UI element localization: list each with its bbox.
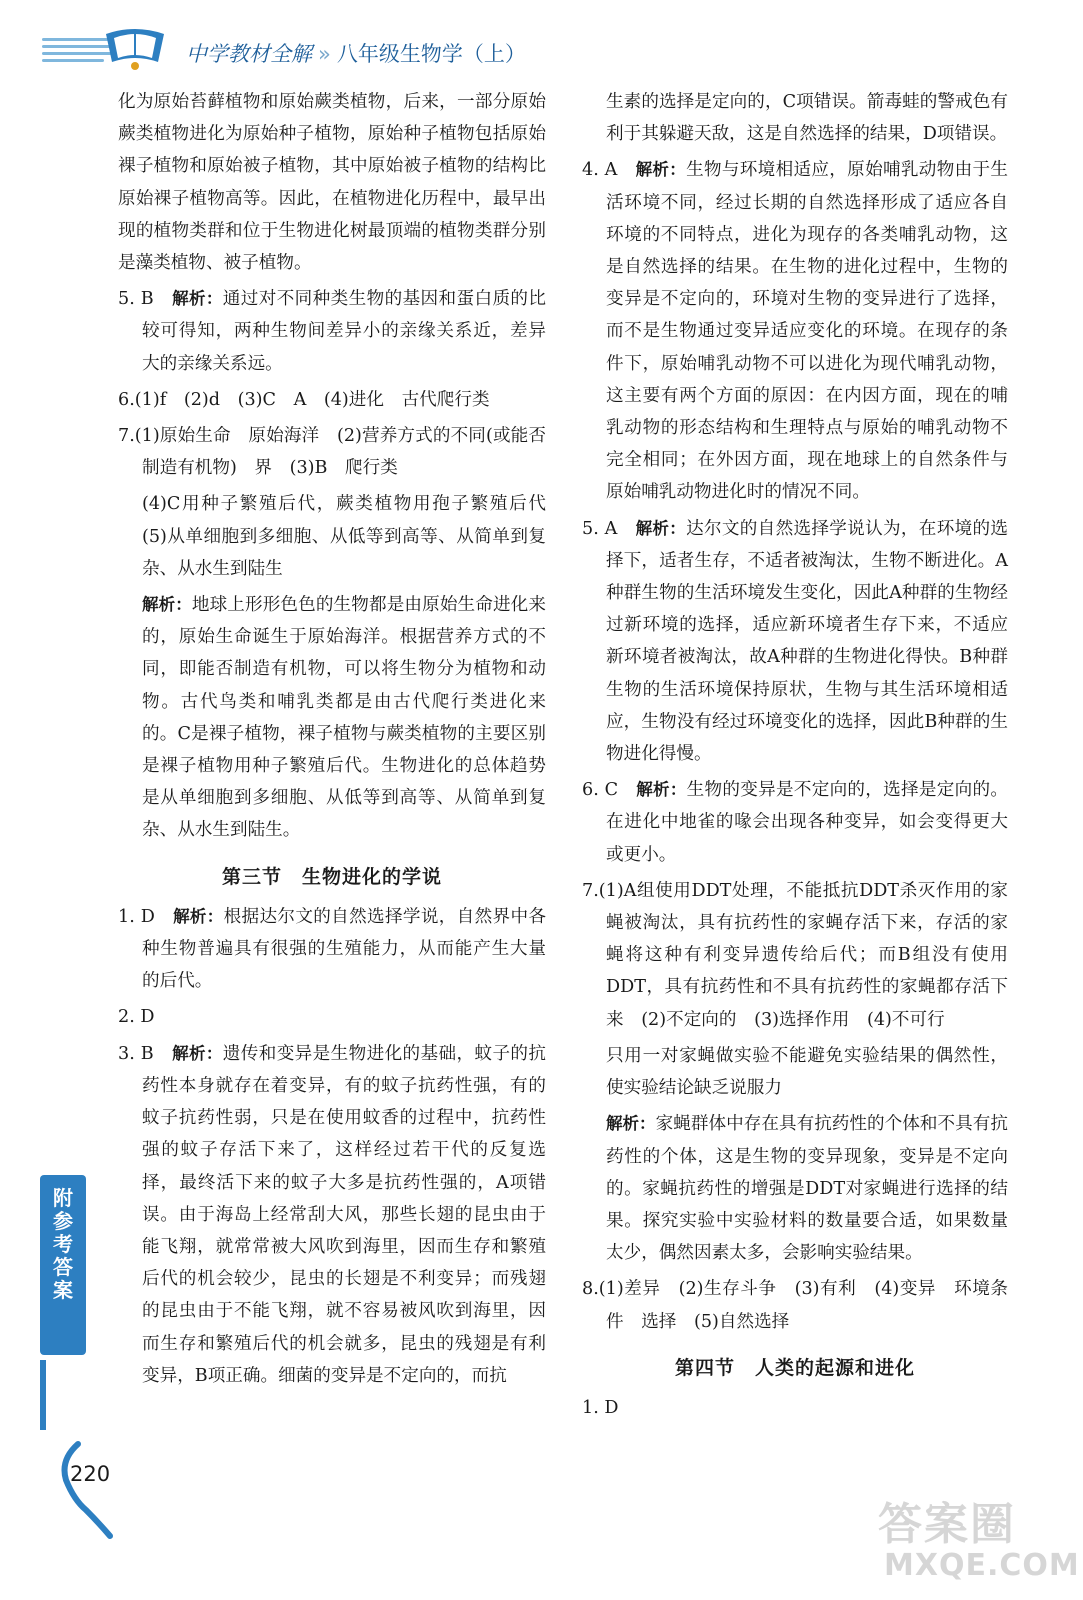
header-separator: » (318, 42, 331, 66)
section-title-3: 第三节 生物进化的学说 (221, 865, 442, 888)
section-title-4: 第四节 人类的起源和进化 (674, 1356, 915, 1379)
answer-item-8 (582, 1273, 1008, 1337)
analysis-text: 通过对不同种类生物的基因和蛋白质的比较可得知，两种生物间差异小的亲缘关系近，差异大的亲缘关系远。 (142, 289, 546, 374)
answer-number: 1. D (582, 1397, 619, 1418)
answer-item-5 (118, 283, 546, 380)
answer-number: 5. B (118, 289, 154, 310)
answer-number: 6. C (582, 780, 619, 801)
continuation-text: 化为原始苔藓植物和原始蕨类植物，后来，一部分原始蕨类植物进化为原始种子植物，原始种子植物包括原始裸子植物和原始被子植物，其中原始被子植物的结构比原始裸子植物高等。因此，在植物进化历程中，最早出现的植物类群和位于生物进化树最顶端的植物类群分别是藻类植物、被子植物。 (118, 92, 546, 274)
answer-number: 2. D (118, 1007, 155, 1028)
analysis-text: 遗传和变异是生物进化的基础，蚊子的抗药性本身就存在着变异，有的蚊子抗药性强，有的蚊子抗药性弱，只是在使用蚊香的过程中，抗药性强的蚊子存活下来了，这样经过若干代的反复选择，最终活下来的蚊子大多是抗药性强的，A项错误。由于海岛上经常刮大风，那些长翅的昆虫由于能飞翔，就常常被大风吹到海里，因而生存和繁殖后代的机会较少，昆虫的长翅是不利变异；而残翅的昆虫由于不能飞翔，就不容易被风吹到海里，因而生存和繁殖后代的机会就多，昆虫的残翅是有利变异，B项正确。细菌的变异是不定向的，而抗 (142, 1043, 546, 1386)
answer-number: 1. D (118, 906, 155, 927)
answer-item-6 (118, 384, 546, 416)
answer-text: (1)原始生命 原始海洋 (2)营养方式的不同(或能否制造有机物) 界 (3)B 爬行类 (134, 426, 546, 479)
answer-item-4 (582, 154, 1008, 508)
watermark-text: 答案圈 (878, 1499, 1016, 1550)
analysis-label: 解析： (635, 160, 687, 180)
subject-title: 八年级生物学（上） (336, 42, 526, 66)
right-column (582, 86, 1008, 1428)
s3-answer-item-1 (118, 901, 546, 998)
book-title: 中学教材全解 (186, 42, 312, 66)
answer-number: 4. A (582, 160, 618, 181)
s4-answer-item-1 (582, 1392, 1008, 1424)
header-title (186, 38, 526, 68)
answer-number: 5. A (582, 518, 618, 539)
watermark-url: MXQE.COM (884, 1548, 1080, 1583)
answer-number: 7. (582, 880, 599, 901)
continuation-text: 生素的选择是定向的，C项错误。箭毒蛙的警戒色有利于其躲避天敌，这是自然选择的结果，D项错误。 (606, 92, 1008, 145)
answer-item-6 (582, 774, 1008, 871)
answer-item-7 (582, 875, 1008, 1036)
s3-answer-item-2 (118, 1001, 546, 1033)
book-logo-icon (100, 22, 170, 74)
answer-number: 7. (118, 426, 135, 447)
answer-item-7-continued: 只用一对家蝇做实验不能避免实验结果的偶然性，使实验结论缺乏说服力 (606, 1045, 1008, 1099)
side-tab-label: 附参考答案 (53, 1186, 73, 1302)
appendix-side-tab (40, 1175, 86, 1355)
answer-item-7-analysis (582, 1108, 1008, 1269)
s3-answer-item-3 (118, 1038, 546, 1392)
analysis-text: 家蝇群体中存在具有抗药性的个体和不具有抗药性的个体，这是生物的变异现象，变异是不定向的。家蝇抗药性的增强是DDT对家蝇进行选择的结果。探究实验中实验材料的数量要合适，如果数量太少，偶然因素太多，会影响实验结果。 (606, 1114, 1008, 1264)
analysis-label: 解析： (172, 1043, 223, 1063)
answer-text: (1)差异 (2)生存斗争 (3)有利 (4)变异 环境条件 选择 (5)自然选择 (598, 1279, 1008, 1332)
analysis-text: 生物与环境相适应，原始哺乳动物由于生活环境不同，经过长期的自然选择形成了适应各自环境的不同特点，进化为现存的各类哺乳动物，这是自然选择的结果。在生物的进化过程中，生物的变异是不定向的，环境对生物的变异进行了选择，而不是生物通过变异适应变化的环境。在现存的条件下，原始哺乳动物不可以进化为现代哺乳动物，这主要有两个方面的原因：在内因方面，现在的哺乳动物的形态结构和生理特点与原始的哺乳动物不完全相同；在外因方面，现在地球上的自然条件与原始哺乳动物进化时的情况不同。 (606, 160, 1008, 503)
answer-item-5 (582, 513, 1008, 771)
answer-item-7-analysis (118, 589, 546, 847)
answer-item-7 (118, 420, 546, 484)
answer-number: 3. B (118, 1043, 154, 1064)
analysis-text: 生物的变异是不定向的，选择是定向的。在进化中地雀的喙会出现各种变异，如会变得更大或更小。 (606, 780, 1008, 865)
page-number: 220 (70, 1462, 111, 1486)
answer-number: 8. (582, 1279, 599, 1300)
analysis-label: 解析： (606, 1114, 656, 1134)
analysis-label: 解析： (636, 780, 687, 800)
left-column (118, 86, 564, 1396)
answer-text: (1)f (2)d (3)C A (4)进化 古代爬行类 (134, 389, 490, 410)
side-tab-line-decoration (40, 1360, 46, 1430)
page-number-curve-decoration (58, 1440, 128, 1540)
watermark (878, 1488, 1078, 1598)
answer-item-7-continued: (4)C用种子繁殖后代，蕨类植物用孢子繁殖后代 (5)从单细胞到多细胞、从低等到高等、从简单到复杂、从水生到陆生 (142, 494, 564, 579)
analysis-label: 解析： (173, 906, 224, 926)
answer-number: 6. (118, 389, 135, 410)
page-header (0, 0, 1083, 80)
analysis-label: 解析： (142, 595, 192, 615)
analysis-text: 根据达尔文的自然选择学说，自然界中各种生物普遍具有很强的生殖能力，从而能产生大量的后代。 (142, 906, 546, 992)
analysis-text: 地球上形形色色的生物都是由原始生命进化来的，原始生命诞生于原始海洋。根据营养方式的不同，即能否制造有机物，可以将生物分为植物和动物。古代鸟类和哺乳类都是由古代爬行类进化来的。C是裸子植物，裸子植物与蕨类植物的主要区别是裸子植物用种子繁殖后代。生物进化的总体趋势是从单细胞到多细胞、从低等到高等、从简单到复杂、从水生到陆生。 (142, 595, 546, 841)
analysis-text: 达尔文的自然选择学说认为，在环境的选择下，适者生存，不适者被淘汰，生物不断进化。A种群生物的生活环境发生变化，因此A种群的生物经过新环境的选择，适应新环境者生存下来，不适应新环境者被淘汰，故A种群的生物进化得快。B种群生物的生活环境保持原状，生物与其生活环境相适应，生物没有经过环境变化的选择，因此B种群的生物进化得慢。 (606, 518, 1008, 765)
analysis-label: 解析： (635, 518, 687, 538)
answer-text: (1)A组使用DDT处理，不能抵抗DDT杀灭作用的家蝇被淘汰，具有抗药性的家蝇存活下来，存活的家蝇将这种有利变异遗传给后代；而B组没有使用DDT，具有抗药性和不具有抗药性的家蝇都存活下来 (2)不定向的 (3)选择作用 (4)不可行 (598, 880, 1008, 1030)
analysis-label: 解析： (172, 289, 223, 309)
